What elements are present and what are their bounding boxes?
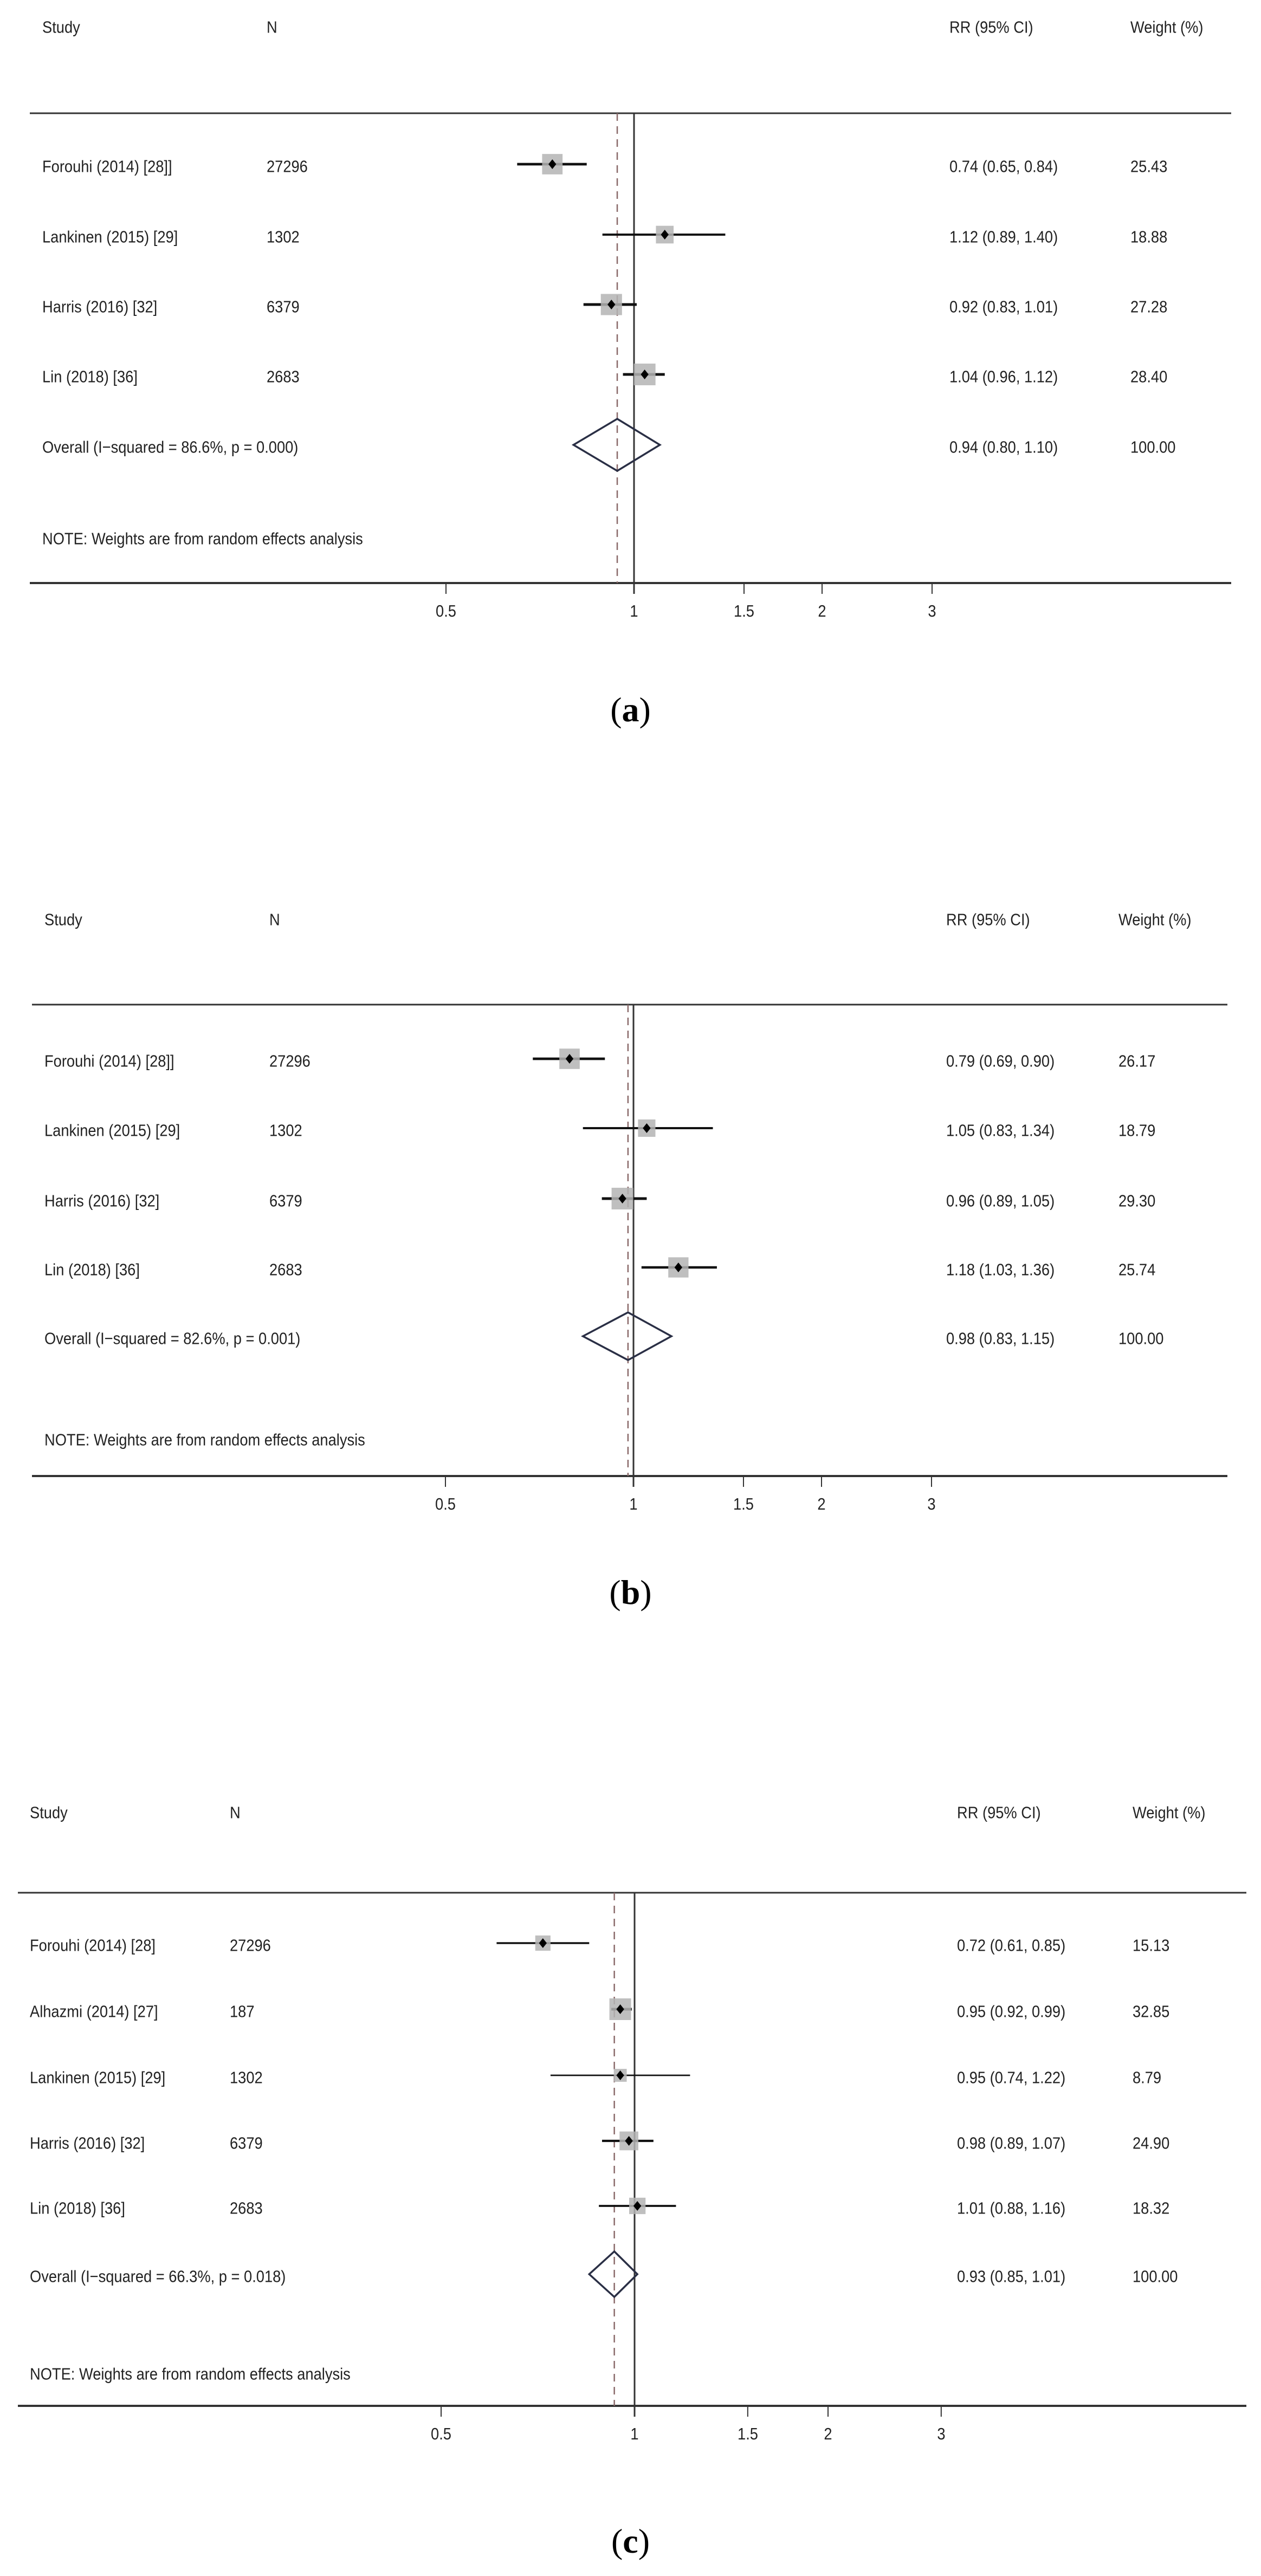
- overall-label: Overall (I−squared = 82.6%, p = 0.001): [44, 1329, 301, 1348]
- column-header-study: Study: [30, 1803, 68, 1822]
- forest-plot-panel-b: [0, 867, 1261, 1626]
- sample-size: 27296: [267, 157, 308, 176]
- panel-label-c: (c): [611, 2522, 650, 2560]
- study-name: Harris (2016) [32]: [30, 2133, 145, 2153]
- sample-size: 6379: [230, 2133, 263, 2153]
- overall-label: Overall (I−squared = 86.6%, p = 0.000): [42, 437, 299, 457]
- column-header-rr: RR (95% CI): [957, 1803, 1041, 1822]
- risk-ratio-ci: 1.05 (0.83, 1.34): [946, 1121, 1055, 1140]
- risk-ratio-ci: 1.12 (0.89, 1.40): [949, 227, 1058, 247]
- x-tick-label: 1: [630, 601, 638, 620]
- column-header-n: N: [230, 1803, 241, 1822]
- study-name: Lankinen (2015) [29]: [44, 1121, 180, 1140]
- x-tick-label: 0.5: [431, 2424, 451, 2443]
- risk-ratio-ci: 0.95 (0.74, 1.22): [957, 2068, 1066, 2087]
- weight-percent: 18.88: [1130, 227, 1168, 247]
- overall-risk-ratio-ci: 0.98 (0.83, 1.15): [946, 1329, 1055, 1348]
- sample-size: 6379: [269, 1191, 302, 1211]
- weight-percent: 26.17: [1118, 1051, 1156, 1071]
- overall-label: Overall (I−squared = 66.3%, p = 0.018): [30, 2267, 286, 2286]
- weight-percent: 18.79: [1118, 1121, 1156, 1140]
- overall-weight: 100.00: [1130, 437, 1176, 457]
- sample-size: 2683: [269, 1260, 302, 1279]
- column-header-study: Study: [44, 910, 82, 929]
- weight-percent: 18.32: [1133, 2198, 1170, 2218]
- weight-percent: 27.28: [1130, 297, 1168, 316]
- x-tick-label: 3: [937, 2424, 946, 2443]
- overall-diamond: [583, 1312, 671, 1360]
- weight-percent: 15.13: [1133, 1936, 1170, 1955]
- weights-note: NOTE: Weights are from random effects analysis: [44, 1430, 365, 1449]
- study-name: Lin (2018) [36]: [30, 2198, 125, 2218]
- weight-percent: 24.90: [1133, 2133, 1170, 2153]
- sample-size: 6379: [267, 297, 300, 316]
- overall-weight: 100.00: [1133, 2267, 1178, 2286]
- overall-weight: 100.00: [1118, 1329, 1164, 1348]
- forest-plot-panel-c: [0, 1761, 1261, 2576]
- sample-size: 2683: [267, 367, 300, 386]
- column-header-n: N: [267, 17, 277, 37]
- forest-plot-graphics-a: [0, 0, 1261, 748]
- sample-size: 27296: [269, 1051, 311, 1071]
- x-tick-label: 0.5: [435, 1494, 456, 1513]
- sample-size: 187: [230, 2002, 255, 2021]
- column-header-weight: Weight (%): [1133, 1803, 1206, 1822]
- study-name: Harris (2016) [32]: [44, 1191, 160, 1211]
- column-header-weight: Weight (%): [1118, 910, 1192, 929]
- study-name: Forouhi (2014) [28]]: [42, 157, 172, 176]
- study-name: Harris (2016) [32]: [42, 297, 158, 316]
- forest-plot-panel-a: [0, 0, 1261, 748]
- risk-ratio-ci: 0.98 (0.89, 1.07): [957, 2133, 1066, 2153]
- sample-size: 1302: [267, 227, 300, 247]
- x-tick-label: 1.5: [733, 1494, 754, 1513]
- risk-ratio-ci: 0.92 (0.83, 1.01): [949, 297, 1058, 316]
- study-name: Lin (2018) [36]: [44, 1260, 140, 1279]
- overall-risk-ratio-ci: 0.93 (0.85, 1.01): [957, 2267, 1066, 2286]
- weights-note: NOTE: Weights are from random effects analysis: [30, 2364, 351, 2384]
- risk-ratio-ci: 0.79 (0.69, 0.90): [946, 1051, 1055, 1071]
- study-name: Lin (2018) [36]: [42, 367, 138, 386]
- sample-size: 1302: [230, 2068, 263, 2087]
- forest-plot-graphics-c: [0, 1761, 1261, 2576]
- sample-size: 27296: [230, 1936, 271, 1955]
- weight-percent: 25.43: [1130, 157, 1168, 176]
- column-header-study: Study: [42, 17, 80, 37]
- x-tick-label: 3: [927, 1494, 936, 1513]
- risk-ratio-ci: 1.01 (0.88, 1.16): [957, 2198, 1066, 2218]
- x-tick-label: 1.5: [737, 2424, 758, 2443]
- weight-percent: 8.79: [1133, 2068, 1162, 2087]
- weight-percent: 28.40: [1130, 367, 1168, 386]
- study-name: Alhazmi (2014) [27]: [30, 2002, 158, 2021]
- x-tick-label: 1: [629, 1494, 638, 1513]
- overall-risk-ratio-ci: 0.94 (0.80, 1.10): [949, 437, 1058, 457]
- risk-ratio-ci: 0.74 (0.65, 0.84): [949, 157, 1058, 176]
- x-tick-label: 2: [818, 601, 826, 620]
- x-tick-label: 2: [817, 1494, 826, 1513]
- panel-label-a: (a): [610, 690, 651, 729]
- risk-ratio-ci: 0.95 (0.92, 0.99): [957, 2002, 1066, 2021]
- weight-percent: 29.30: [1118, 1191, 1156, 1211]
- weights-note: NOTE: Weights are from random effects analysis: [42, 529, 363, 548]
- overall-diamond: [589, 2251, 637, 2297]
- column-header-rr: RR (95% CI): [949, 17, 1033, 37]
- risk-ratio-ci: 0.96 (0.89, 1.05): [946, 1191, 1055, 1211]
- risk-ratio-ci: 1.04 (0.96, 1.12): [949, 367, 1058, 386]
- study-name: Forouhi (2014) [28]: [30, 1936, 156, 1955]
- study-name: Lankinen (2015) [29]: [30, 2068, 166, 2087]
- study-name: Lankinen (2015) [29]: [42, 227, 178, 247]
- column-header-n: N: [269, 910, 280, 929]
- risk-ratio-ci: 0.72 (0.61, 0.85): [957, 1936, 1066, 1955]
- x-tick-label: 2: [824, 2424, 832, 2443]
- weight-percent: 32.85: [1133, 2002, 1170, 2021]
- weight-percent: 25.74: [1118, 1260, 1156, 1279]
- x-tick-label: 3: [928, 601, 936, 620]
- panel-label-b: (b): [609, 1573, 652, 1611]
- risk-ratio-ci: 1.18 (1.03, 1.36): [946, 1260, 1055, 1279]
- x-tick-label: 1: [630, 2424, 639, 2443]
- sample-size: 2683: [230, 2198, 263, 2218]
- x-tick-label: 0.5: [436, 601, 456, 620]
- x-tick-label: 1.5: [734, 601, 754, 620]
- study-name: Forouhi (2014) [28]]: [44, 1051, 174, 1071]
- column-header-weight: Weight (%): [1130, 17, 1204, 37]
- sample-size: 1302: [269, 1121, 302, 1140]
- column-header-rr: RR (95% CI): [946, 910, 1030, 929]
